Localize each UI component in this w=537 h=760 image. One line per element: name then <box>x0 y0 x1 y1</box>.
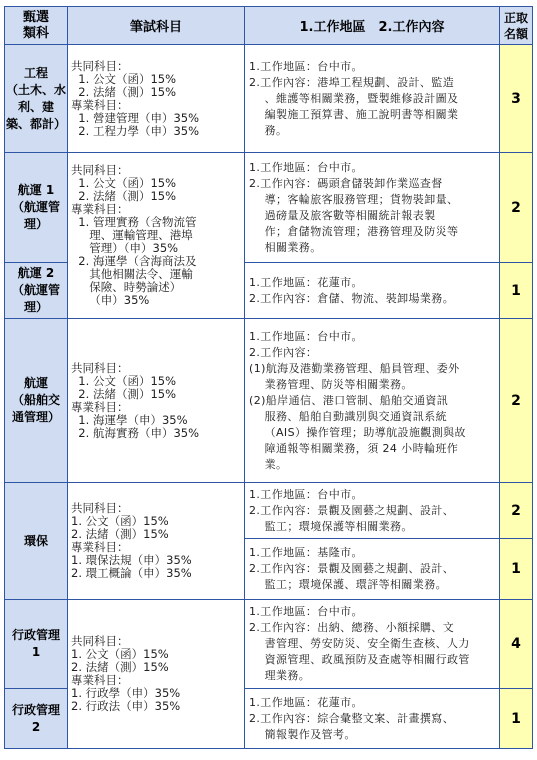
category-cell: 航運 2 （航運管 理） <box>5 263 68 319</box>
category-cell: 行政管理 2 <box>5 689 68 749</box>
category-cell: 航運 （船舶交 通管理） <box>5 319 68 483</box>
table-row <box>5 483 533 539</box>
work-cell: 1.工作地區：台中市。 2.工作內容：景觀及園藝之規劃、設計、 監工；環境保護等相關業務。 <box>245 483 500 539</box>
quota-cell: 2 <box>500 483 533 539</box>
header-subjects: 筆試科目 <box>68 7 245 45</box>
subjects-cell: 共同科目： 1. 公文（函）15% 2. 法緒（測）15% 專業科目： 1. 行政學（申）35% 2. 行政法（申）35% <box>68 600 245 749</box>
work-cell: 1.工作地區：台中市。 2.工作內容：碼頭倉儲裝卸作業巡查督 導；客輪旅客服務管理；貨物裝卸量、 過磅量及旅客數等相關統計報表製 作；倉儲物流管理；港務管理及防災等 相關業務。 <box>245 153 500 263</box>
table-row <box>5 600 533 689</box>
quota-cell: 1 <box>500 539 533 600</box>
recruitment-table <box>4 6 533 749</box>
header-work: 1.工作地區 2.工作內容 <box>245 7 500 45</box>
category-cell: 工程 （土木、水 利、建 築、都計） <box>5 45 68 153</box>
subjects-cell: 共同科目： 1. 公文（函）15% 2. 法緒（測）15% 專業科目： 1. 管理實務（含物流管 理、運輸管理、港埠 管理）（申）35% 2. 海運學（含海商法及 其他相關法令、運輸 保險、時勢論述） （申）35% <box>68 153 245 319</box>
table-row <box>5 319 533 483</box>
quota-cell: 3 <box>500 45 533 153</box>
subjects-cell: 共同科目： 1. 公文（函）15% 2. 法緒（測）15% 專業科目： 1. 營建管理（申）35% 2. 工程力學（申）35% <box>68 45 245 153</box>
header-row <box>5 7 533 45</box>
work-cell: 1.工作地區：基隆市。 2.工作內容：景觀及園藝之規劃、設計、 監工；環境保護、環評等相關業務。 <box>245 539 500 600</box>
work-cell: 1.工作地區：台中市。 2.工作內容： (1)航海及港勤業務管理、船員管理、委外 業務管理、防災等相關業務。 (2)船岸通信、港口管制、船舶交通資訊 服務、船舶自動識別與交通資訊系統 （AIS）操作管理；助導航設施觀測與故 障通報等相關業務，須 24 小時輪班作 業。 <box>245 319 500 483</box>
table-row <box>5 153 533 263</box>
category-cell: 航運 1 （航運管 理） <box>5 153 68 263</box>
quota-cell: 2 <box>500 153 533 263</box>
subjects-cell: 共同科目： 1. 公文（函）15% 2. 法緒（測）15% 專業科目： 1. 環保法規（申）35% 2. 環工概論（申）35% <box>68 483 245 600</box>
table-row <box>5 45 533 153</box>
subjects-cell: 共同科目： 1. 公文（函）15% 2. 法緒（測）15% 專業科目： 1. 海運學（申）35% 2. 航海實務（申）35% <box>68 319 245 483</box>
quota-cell: 1 <box>500 689 533 749</box>
quota-cell: 1 <box>500 263 533 319</box>
header-quota: 正取 名額 <box>500 7 533 45</box>
quota-cell: 2 <box>500 319 533 483</box>
work-cell: 1.工作地區：花蓮市。 2.工作內容：倉儲、物流、裝卸場業務。 <box>245 263 500 319</box>
quota-cell: 4 <box>500 600 533 689</box>
work-cell: 1.工作地區：台中市。 2.工作內容：出納、總務、小額採購、文 書管理、勞安防災、安全衛生查核、人力 資源管理、政風預防及查處等相關行政管 理業務。 <box>245 600 500 689</box>
category-cell: 環保 <box>5 483 68 600</box>
work-cell: 1.工作地區：台中市。 2.工作內容：港埠工程規劃、設計、監造 、維護等相關業務，暨製維修設計圖及 編製施工預算書、施工說明書等相關業 務。 <box>245 45 500 153</box>
category-cell: 行政管理 1 <box>5 600 68 689</box>
header-category: 甄選 類科 <box>5 7 68 45</box>
work-cell: 1.工作地區：花蓮市。 2.工作內容：綜合彙整文案、計畫撰寫、 簡報製作及管考。 <box>245 689 500 749</box>
